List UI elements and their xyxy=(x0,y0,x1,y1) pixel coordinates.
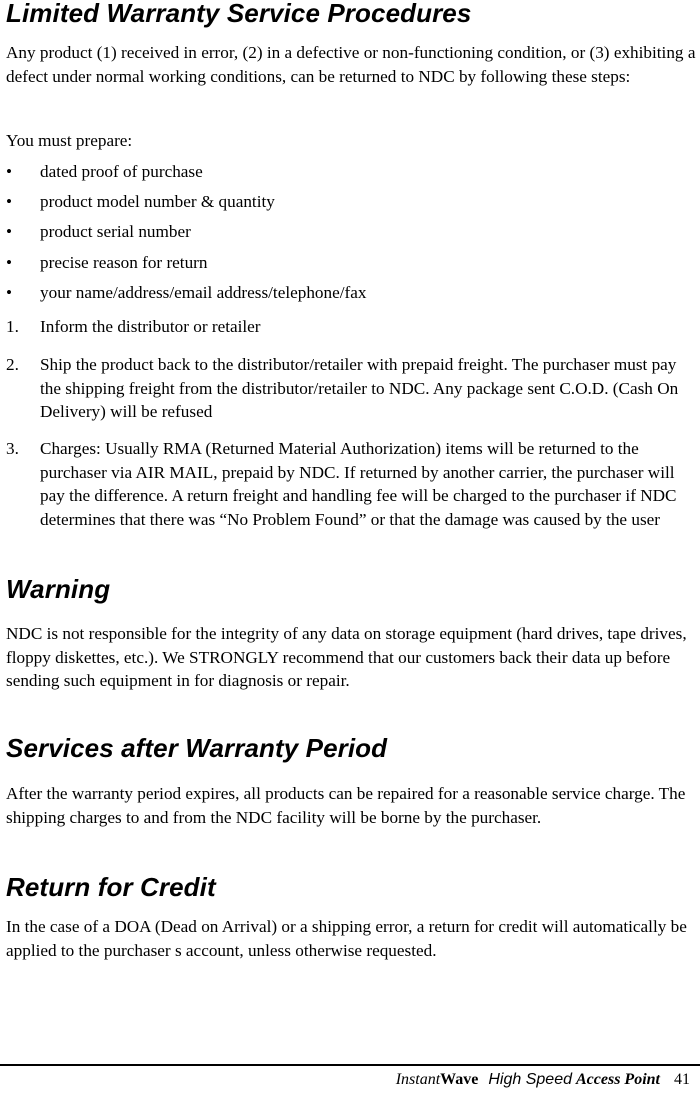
bullet-icon: • xyxy=(6,222,13,241)
section-title-warning: Warning xyxy=(6,574,111,604)
footer-divider xyxy=(0,1064,700,1066)
bullet-text: product model number & quantity xyxy=(40,192,275,211)
step-text: Inform the distributor or retailer xyxy=(40,317,261,336)
bullet-icon: • xyxy=(6,162,13,181)
bullet-text: dated proof of purchase xyxy=(40,162,203,181)
return-credit-paragraph: In the case of a DOA (Dead on Arrival) or a shipping error, a return for credit will automatically be applied to the purchaser s account, unless otherwise requested. xyxy=(6,917,687,960)
step-number: 2. xyxy=(6,355,19,374)
step-number: 1. xyxy=(6,317,19,336)
step-number: 3. xyxy=(6,439,19,458)
bullet-text: product serial number xyxy=(40,222,191,241)
bullet-icon: • xyxy=(6,192,13,211)
bullet-icon: • xyxy=(6,283,13,302)
page-number: 41 xyxy=(674,1071,690,1088)
after-warranty-paragraph: After the warranty period expires, all products can be repaired for a reasonable service charge. The shipping charges to and from the NDC facility will be borne by the purchaser. xyxy=(6,784,686,827)
bullet-text: precise reason for return xyxy=(40,253,208,272)
section-title-return-credit: Return for Credit xyxy=(6,872,216,902)
footer-product-high-speed: High Speed xyxy=(488,1071,572,1088)
bullet-icon: • xyxy=(6,253,13,272)
step-text: Charges: Usually RMA (Returned Material Authorization) items will be returned to the purchaser via AIR MAIL, prepaid by NDC. If returned by another carrier, the purchaser will pay the difference. A return freight and handling fee will be charged to the purchaser if NDC determines that there was “No Problem Found” or that the damage was caused by the user xyxy=(40,439,677,529)
warning-paragraph: NDC is not responsible for the integrity of any data on storage equipment (hard drives, tape drives, floppy diskettes, etc.). We STRONGLY recommend that our customers back their data up before sending such equipment in for diagnosis or repair. xyxy=(6,624,687,690)
section-title-limited-warranty: Limited Warranty Service Procedures xyxy=(6,0,472,28)
step-text: Ship the product back to the distributor/retailer with prepaid freight. The purchaser must pay the shipping freight from the distributor/retailer to NDC. Any package sent C.O.D. (Cash On Delivery) will be refused xyxy=(40,355,679,421)
section-title-after-warranty: Services after Warranty Period xyxy=(6,733,388,763)
intro-paragraph: Any product (1) received in error, (2) in a defective or non-functioning condition, or (3) exhibiting a defect under normal working conditions, can be returned to NDC by following these steps: xyxy=(6,43,696,86)
footer-brand-instant: Instant xyxy=(395,1071,441,1088)
page-footer xyxy=(396,1070,690,1090)
footer-brand-wave: Wave xyxy=(440,1071,479,1088)
footer-product-access-point: Access Point xyxy=(576,1071,660,1088)
bullet-text: your name/address/email address/telephone/fax xyxy=(40,283,367,302)
prepare-label: You must prepare: xyxy=(6,131,133,150)
